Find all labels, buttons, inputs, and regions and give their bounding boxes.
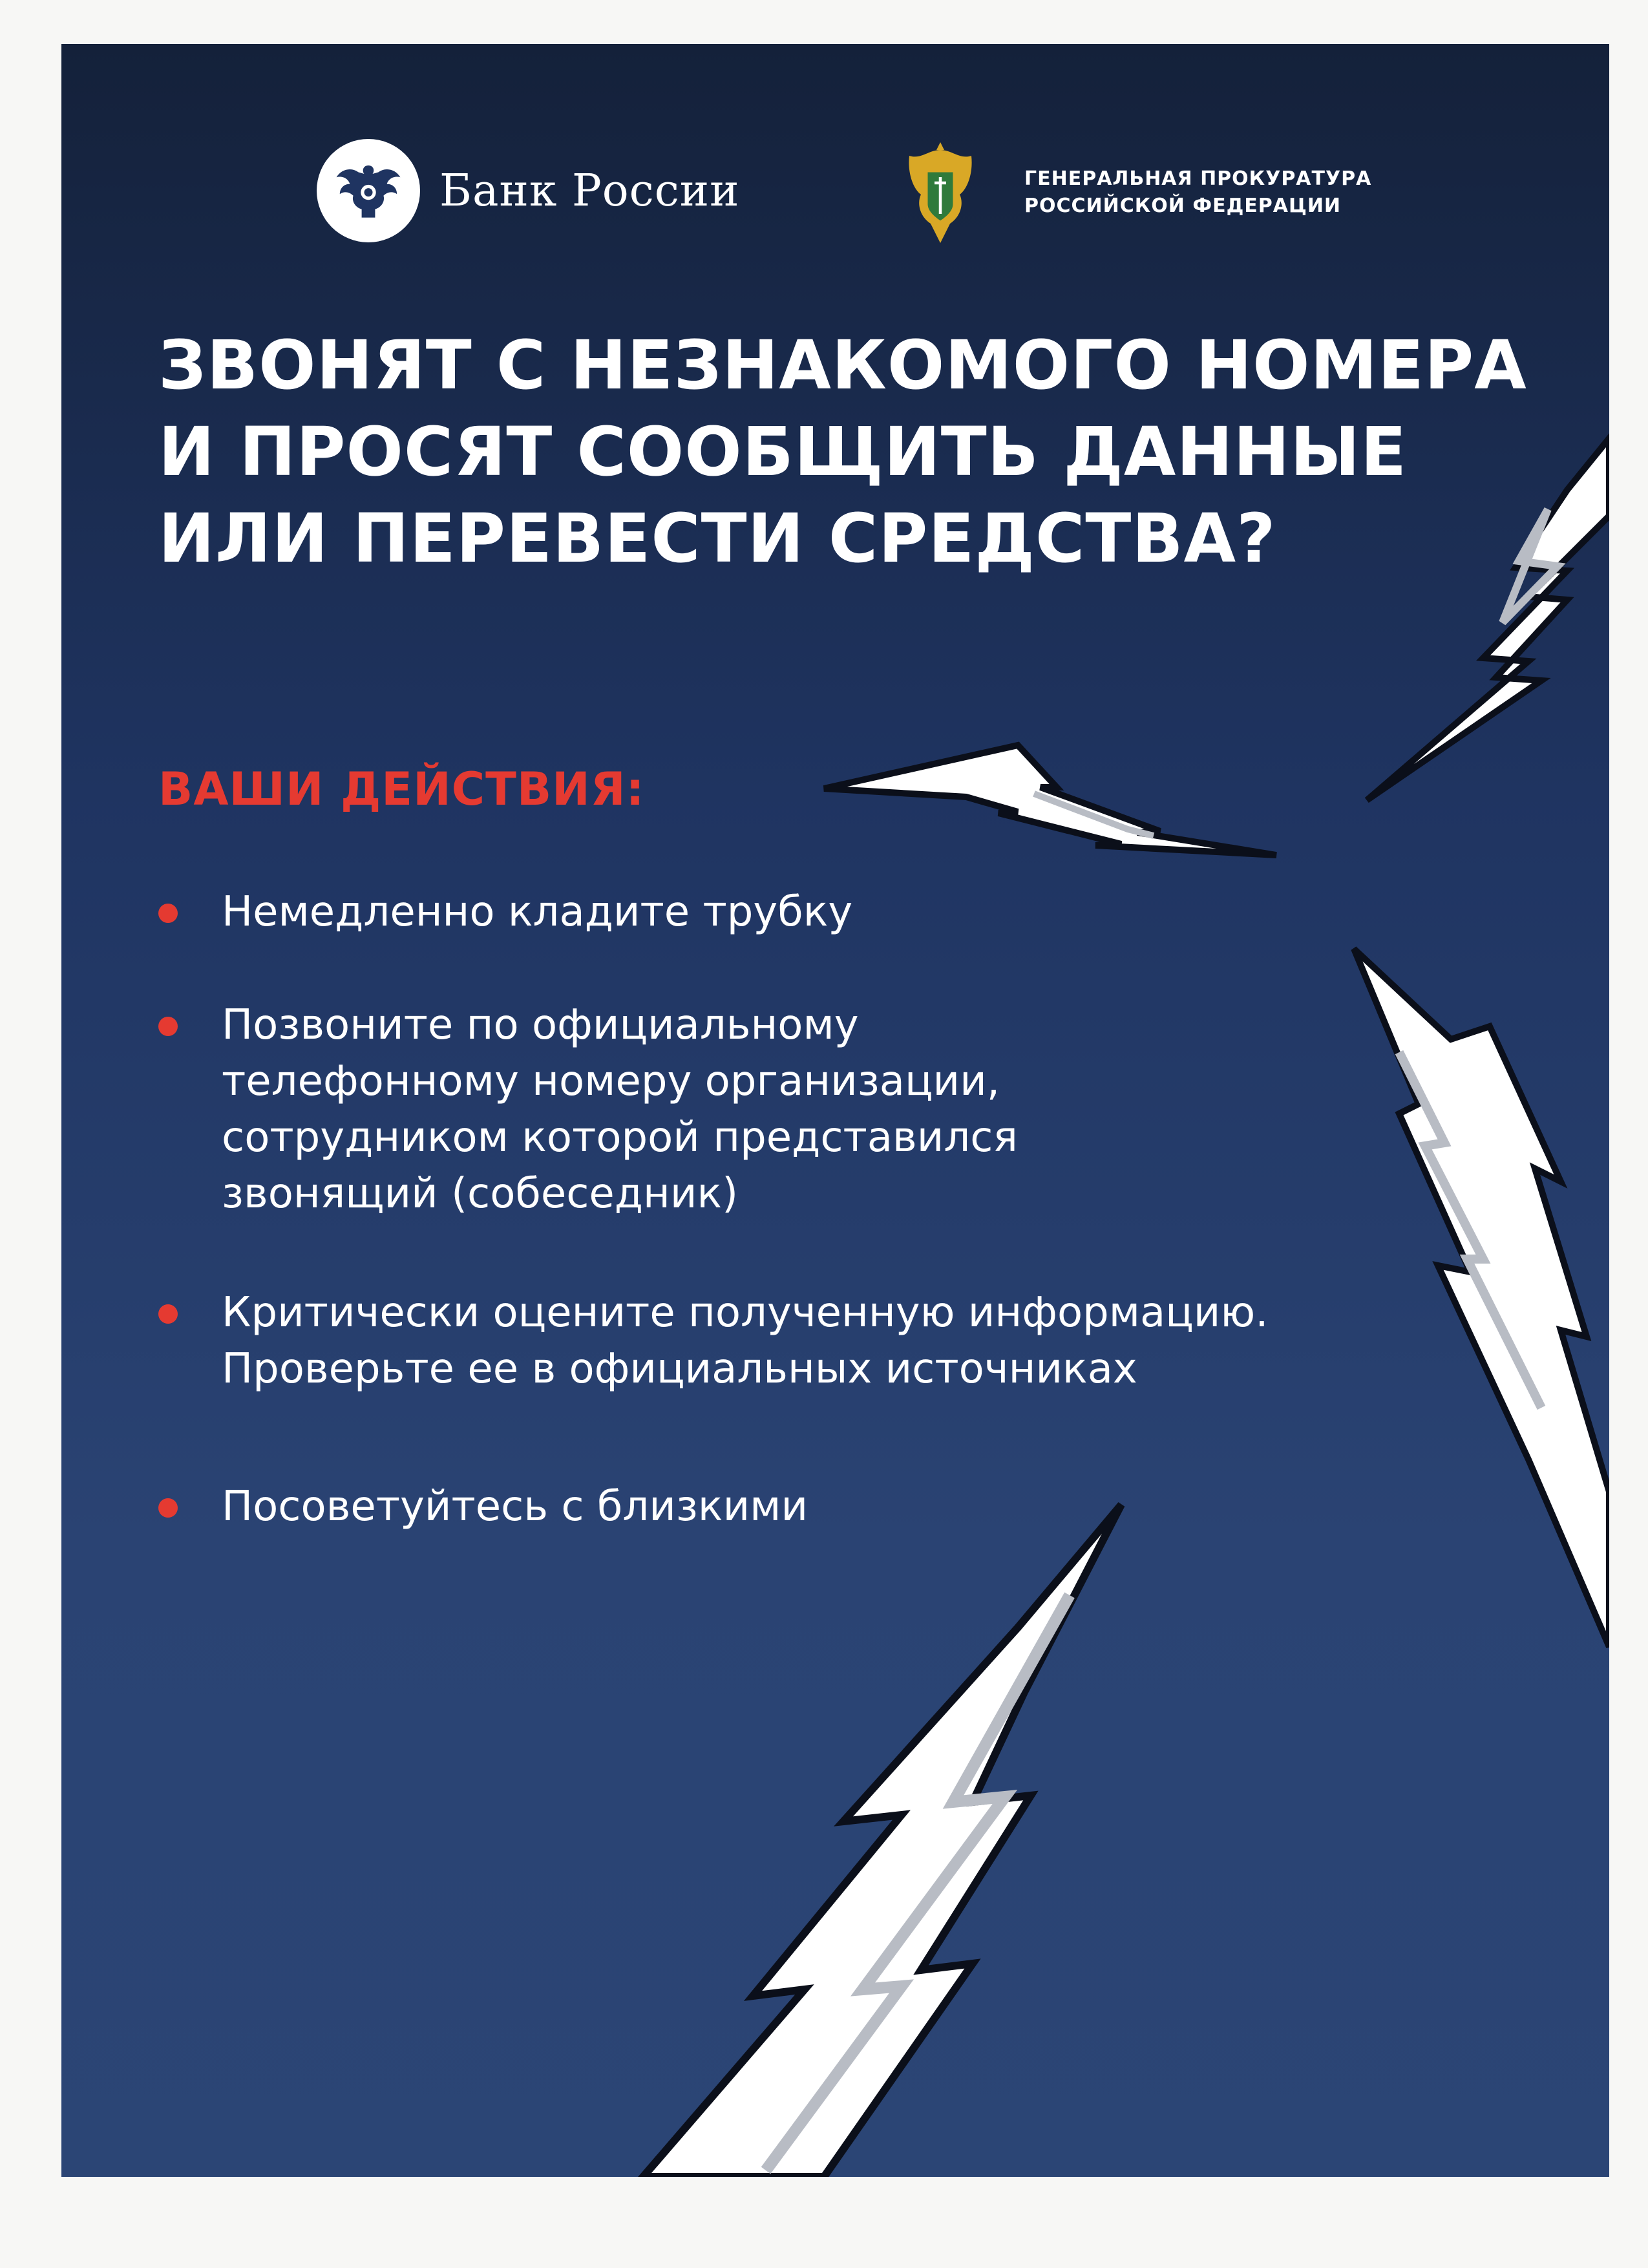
bullet-icon	[158, 1017, 178, 1036]
action-text	[222, 997, 1018, 1222]
action-line: Проверьте ее в официальных источниках	[222, 1345, 1137, 1393]
bank-eagle-icon	[317, 139, 420, 242]
bullet-icon	[158, 1498, 178, 1518]
prosecutor-name	[1024, 165, 1371, 220]
action-line: Позвоните по официальному	[222, 1001, 859, 1049]
bullet-icon	[158, 1304, 178, 1324]
action-line: телефонному номеру организации,	[222, 1057, 1000, 1105]
action-text	[222, 1479, 808, 1535]
action-item	[158, 1479, 808, 1535]
action-line: звонящий (собеседник)	[222, 1170, 739, 1218]
action-line: Немедленно кладите трубку	[222, 888, 853, 936]
prosecutor-logo	[892, 134, 1371, 251]
prosecutor-name-line: ГЕНЕРАЛЬНАЯ ПРОКУРАТУРА	[1024, 167, 1372, 190]
action-item	[158, 997, 1018, 1222]
lightning-bolt-icon	[1354, 949, 1609, 1647]
headline-line: ЗВОНЯТ С НЕЗНАКОМОГО НОМЕРА	[158, 326, 1527, 405]
prosecutor-name-line: РОССИЙСКОЙ ФЕДЕРАЦИИ	[1024, 195, 1342, 217]
prosecutor-emblem-icon	[892, 134, 989, 251]
action-line: Посоветуйтесь с близкими	[222, 1483, 808, 1531]
action-text	[222, 884, 852, 940]
action-line: Критически оцените полученную информацию.	[222, 1289, 1269, 1337]
headline-line: И ПРОСЯТ СООБЩИТЬ ДАННЫЕ	[158, 412, 1408, 491]
action-item	[158, 884, 852, 940]
action-text	[222, 1285, 1269, 1397]
lightning-bolt-icon	[824, 745, 1276, 855]
poster	[61, 44, 1609, 2177]
section-title: ВАШИ ДЕЙСТВИЯ:	[158, 763, 645, 816]
action-line: сотрудником которой представился	[222, 1114, 1018, 1161]
bank-of-russia-logo	[317, 139, 739, 242]
bank-name: Банк России	[439, 165, 740, 217]
headline	[158, 322, 1567, 582]
action-item	[158, 1285, 1269, 1397]
lightning-bolt-icon	[643, 1505, 1121, 2177]
headline-line: ИЛИ ПЕРЕВЕСТИ СРЕДСТВА?	[158, 499, 1276, 578]
bullet-icon	[158, 904, 178, 923]
